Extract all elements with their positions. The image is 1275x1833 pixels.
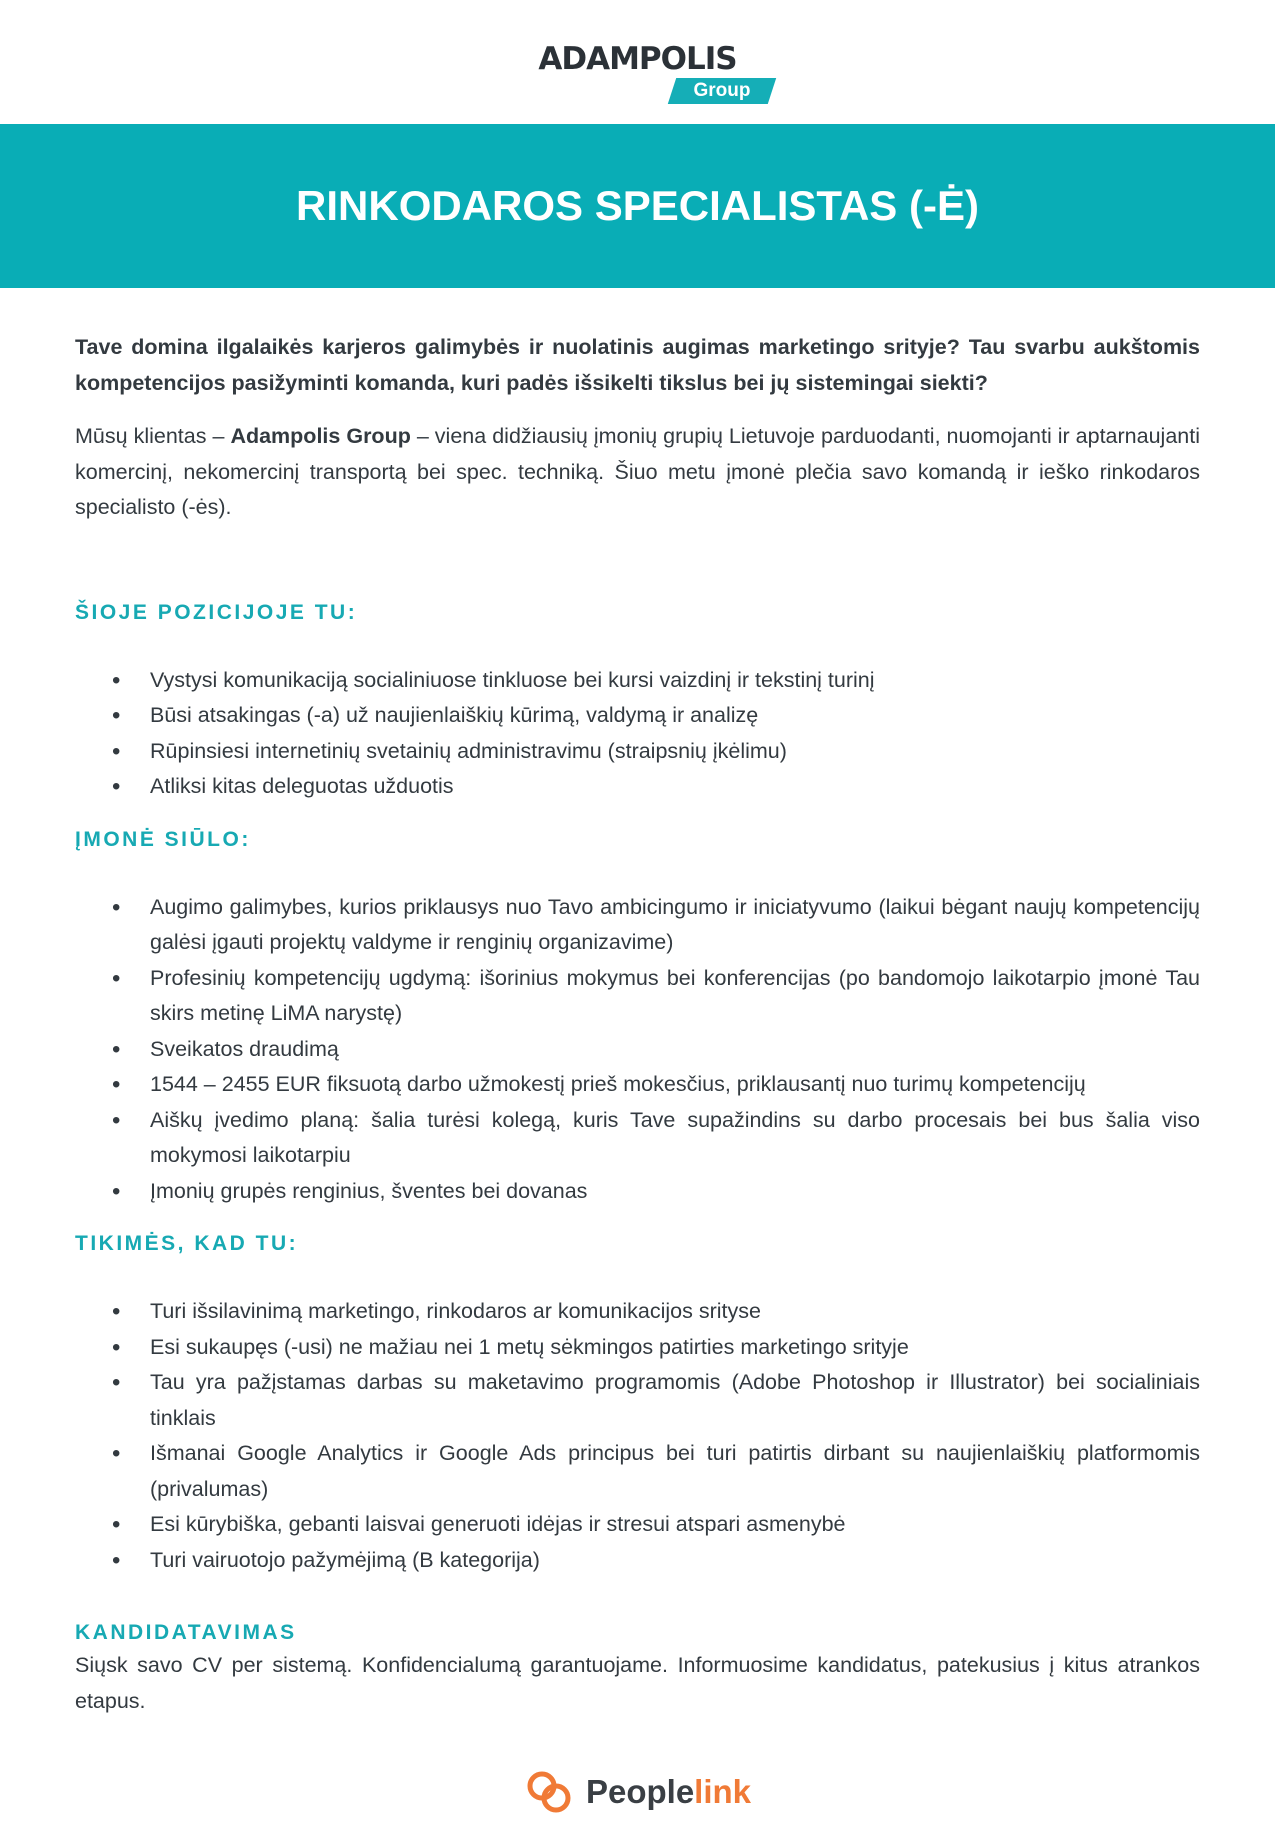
list-item: • Rūpinsiesi internetinių svetainių administravimu (straipsnių įkėlimu) (75, 734, 1200, 770)
list-item: • Turi išsilavinimą marketingo, rinkodaros ar komunikacijos srityse (75, 1294, 1200, 1330)
logo-sub-badge (667, 78, 775, 104)
logo-wordmark: ADAMPOLIS (538, 41, 737, 77)
responsibilities-list (75, 663, 1200, 805)
footer (0, 1766, 1275, 1818)
list-item: • Aiškų įvedimo planą: šalia turėsi kolegą, kuris Tave supažindins su darbo procesais bei bus šalia viso mokymosi laikotarpiu (75, 1103, 1200, 1174)
client-text-before: Mūsų klientas – (75, 424, 231, 448)
list-item: • Sveikatos draudimą (75, 1032, 1200, 1068)
peoplelink-wordmark (586, 1773, 751, 1811)
page-title: RINKODAROS SPECIALISTAS (-Ė) (296, 182, 979, 229)
list-item: • Išmanai Google Analytics ir Google Ads principus bei turi patirtis dirbant su naujienlaiškių platformomis (privalumas) (75, 1436, 1200, 1507)
company-logo (0, 40, 1275, 106)
logo-sub-text: Group (693, 80, 750, 101)
title-banner (0, 124, 1275, 288)
peoplelink-symbol-icon (524, 1766, 574, 1818)
list-item: • Vystysi komunikaciją socialiniuose tinkluose bei kursi vaizdinį ir tekstinį turinį (75, 663, 1200, 699)
peoplelink-logo (524, 1766, 751, 1818)
list-item: • 1544 – 2455 EUR fiksuotą darbo užmokestį prieš mokesčius, priklausantį nuo turimų kompetencijų (75, 1067, 1200, 1103)
list-item: • Tau yra pažįstamas darbas su maketavimo programomis (Adobe Photoshop ir Illustrator) bei socialiniais tinklais (75, 1365, 1200, 1436)
intro-paragraph: Tave domina ilgalaikės karjeros galimybės ir nuolatinis augimas marketingo srityje? Tau svarbu aukštomis kompetencijos pasižyminti komanda, kuri padės išsikelti tikslus bei jų sistemingai siekti? (75, 335, 1200, 395)
section-heading-requirements: TIKIMĖS, KAD TU: (75, 1232, 299, 1255)
application-text: Siųsk savo CV per sistemą. Konfidencialumą garantuojame. Informuosime kandidatus, patekusius į kitus atrankos etapus. (75, 1653, 1200, 1713)
list-item: • Turi vairuotojo pažymėjimą (B kategorija) (75, 1543, 1200, 1579)
section-heading-application: KANDIDATAVIMAS (75, 1621, 297, 1644)
list-item: • Būsi atsakingas (-a) už naujienlaiškių kūrimą, valdymą ir analizę (75, 698, 1200, 734)
section-heading-responsibilities: ŠIOJE POZICIJOJE TU: (75, 600, 358, 624)
requirements-list (75, 1294, 1200, 1578)
client-paragraph (75, 419, 1200, 526)
list-item: • Įmonių grupės renginius, šventes bei dovanas (75, 1174, 1200, 1210)
peoplelink-part1: People (585, 1773, 695, 1810)
list-item: • Esi kūrybiška, gebanti laisvai generuoti idėjas ir stresui atspari asmenybė (75, 1507, 1200, 1543)
list-item: • Augimo galimybes, kurios priklausys nuo Tavo ambicingumo ir iniciatyvumo (laikui bėgant naujų kompetencijų galėsi įgauti projektų valdyme ir renginių organizavime) (75, 890, 1200, 961)
offer-list (75, 890, 1200, 1210)
client-text-after: – viena didžiausių įmonių grupių Lietuvoje parduodanti, nuomojanti ir aptarnaujanti komercinį, nekomercinį transportą bei spec. techniką. Šiuo metu įmonė plečia savo komandą ir ieško rinkodaros specialisto (-ės). (75, 424, 1200, 519)
peoplelink-part2: link (694, 1773, 752, 1810)
section-heading-offer: ĮMONĖ SIŪLO: (75, 827, 251, 851)
job-description (75, 330, 1200, 1719)
list-item: • Profesinių kompetencijų ugdymą: išorinius mokymus bei konferencijas (po bandomojo laikotarpio įmonė Tau skirs metinę LiMA narystę) (75, 961, 1200, 1032)
client-name: Adampolis Group (230, 424, 411, 448)
list-item: • Atliksi kitas deleguotas užduotis (75, 769, 1200, 805)
list-item: • Esi sukaupęs (-usi) ne mažiau nei 1 metų sėkmingos patirties marketingo srityje (75, 1330, 1200, 1366)
